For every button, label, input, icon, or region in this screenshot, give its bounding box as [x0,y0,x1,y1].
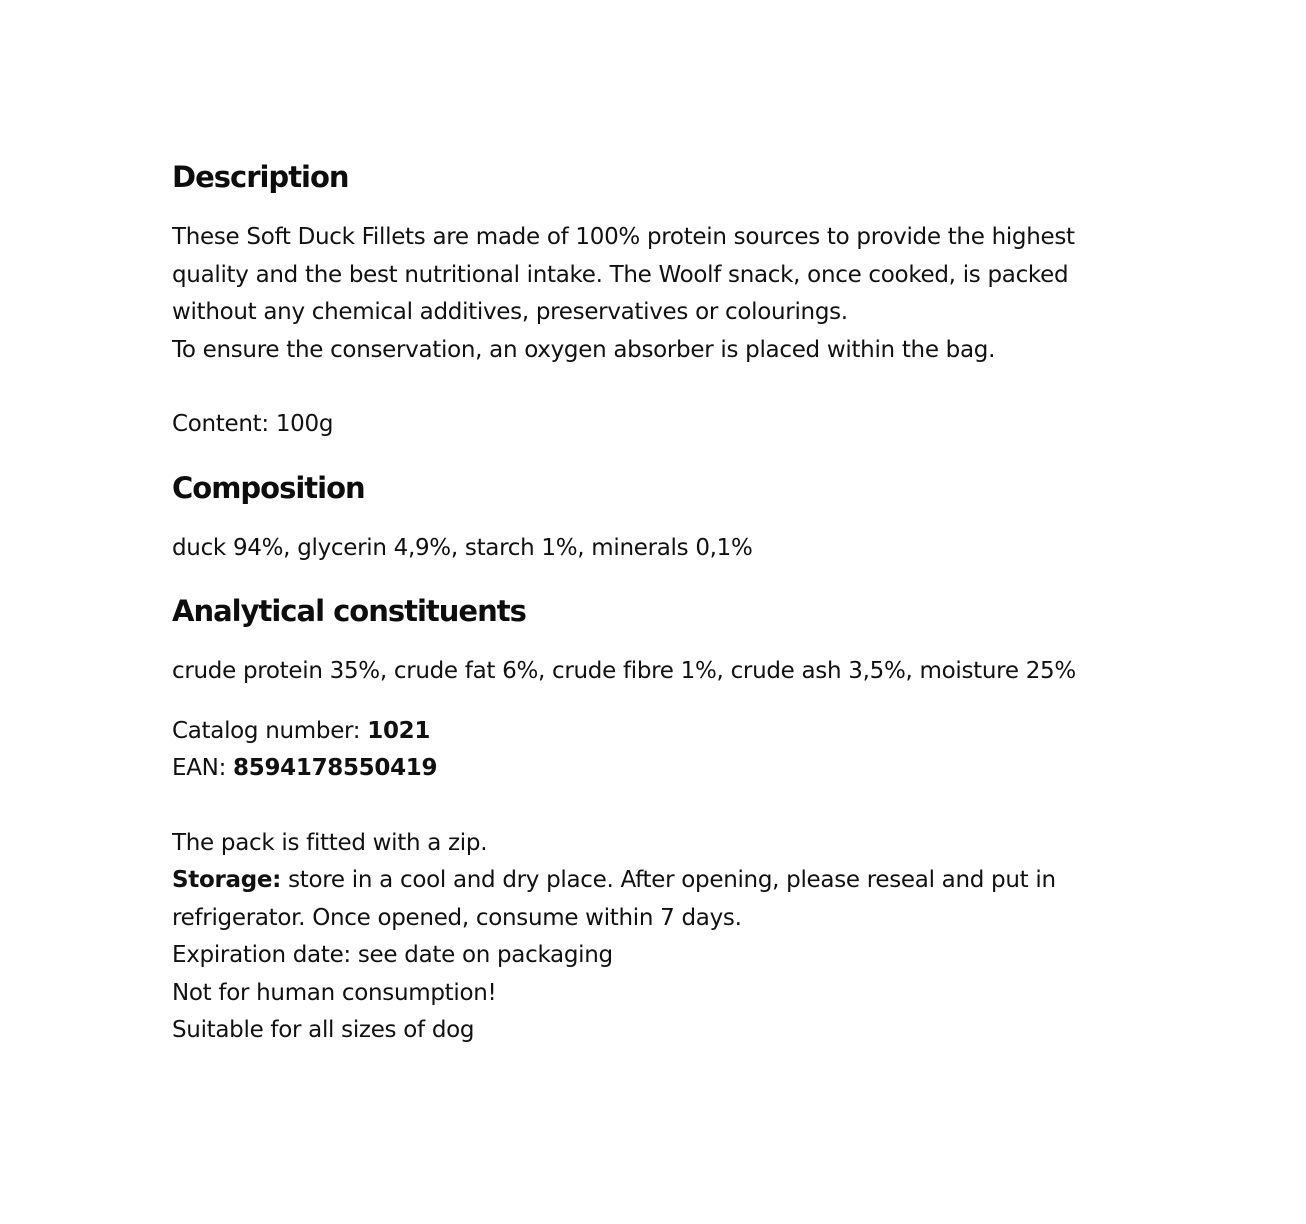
analytical-text: crude protein 35%, crude fat 6%, crude fibre 1%, crude ash 3,5%, moisture 25% [172,658,1076,684]
storage-text: store in a cool and dry place. After opening, please reseal and put in [281,867,1056,893]
catalog-label: Catalog number: [172,717,368,744]
expiration-note: Expiration date: see date on packaging [172,942,613,968]
catalog-value: 1021 [367,717,431,744]
product-details [172,155,1152,1050]
composition-heading: Composition [172,470,365,505]
storage-note [172,862,1152,900]
ean-number [172,750,1152,788]
composition-text: duck 94%, glycerin 4,9%, starch 1%, minerals 0,1% [172,534,753,561]
ean-label: EAN: [172,755,234,781]
ean-value: 8594178550419 [233,755,438,781]
storage-label: Storage: [172,867,282,893]
description-line-3: without any chemical additives, preservatives or colourings. [172,299,848,325]
not-human-note: Not for human consumption! [172,979,497,1006]
description-line-2: quality and the best nutritional intake. The Woolf snack, once cooked, is packed [172,261,1069,288]
suitable-note: Suitable for all sizes of dog [172,1017,475,1043]
description-line-4: To ensure the conservation, an oxygen absorber is placed within the bag. [172,336,996,363]
analytical-heading: Analytical constituents [172,594,526,628]
zip-note: The pack is fitted with a zip. [172,829,488,856]
content-weight: Content: 100g [172,411,334,437]
description-heading: Description [172,160,349,194]
storage-note-continued: refrigerator. Once opened, consume within 7 days. [172,904,742,931]
description-line-1: These Soft Duck Fillets are made of 100% protein sources to provide the highest [172,224,1075,250]
catalog-number [172,713,1152,751]
